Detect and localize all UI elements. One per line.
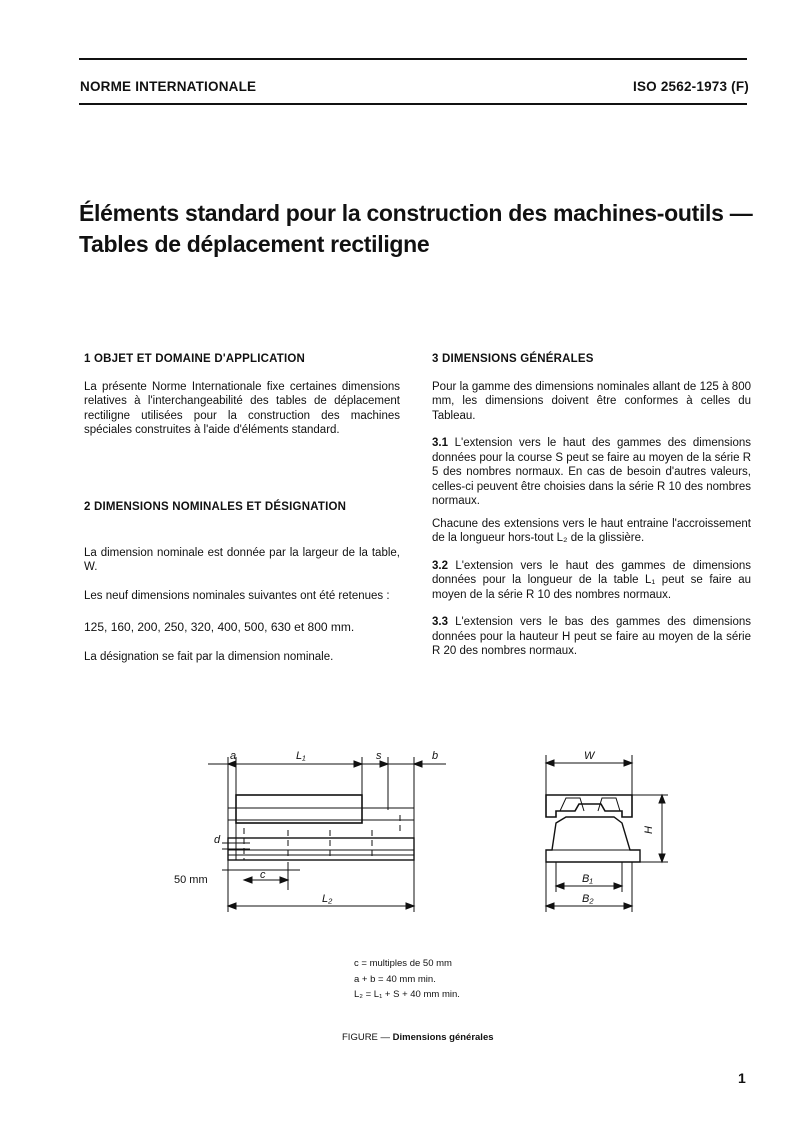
section-3-heading: 3 DIMENSIONS GÉNÉRALES [432,353,594,365]
section-2-p4: La désignation se fait par la dimension nominale. [84,650,334,663]
section-3-3-text: L'extension vers le bas des gammes des dimensions données pour la hauteur H peut se faire au moyen de la série R 20 des nombres normaux. [432,616,751,657]
label-50mm: 50 mm [174,874,208,886]
section-2-heading: 2 DIMENSIONS NOMINALES ET DÉSIGNATION [84,501,347,513]
section-3-2-number: 3.2 [432,559,448,572]
title-line-2: Tables de déplacement rectiligne [79,231,430,257]
page-number: 1 [738,1070,746,1086]
section-3-1-p2: Chacune des extensions vers le haut entraine l'accroissement de la longueur hors-tout L₂ de la glissière. [432,517,751,544]
title-line-1: Éléments standard pour la construction des machines-outils — [79,200,753,226]
section-2-p2: Les neuf dimensions nominales suivantes ont été retenues : [84,589,390,602]
label-a: a [230,750,237,762]
header-right: ISO 2562-1973 (F) [633,79,749,94]
section-3-1-number: 3.1 [432,437,448,449]
legend-line-1: c = multiples de 50 mm [354,958,452,969]
side-view-drawing [208,757,446,912]
label-w: W [584,750,595,762]
section-3-intro: Pour la gamme des dimensions nominales allant de 125 à 800 mm, les dimensions doivent être conformes à celles du Tableau. [432,380,751,422]
label-h: H [643,826,655,834]
section-3-2-text: L'extension vers le haut des gammes de dimensions données pour la longueur de la table L₁ peut se faire au moyen de la série R 10 des nombres normaux. [432,559,752,601]
label-l2: L₂ [322,893,333,905]
label-b1: B₁ [582,873,593,885]
section-1-heading: 1 OBJET ET DOMAINE D'APPLICATION [84,353,306,365]
section-3-3-number: 3.3 [432,616,448,628]
label-s: s [376,750,382,762]
label-d: d [214,834,221,846]
caption-prefix: FIGURE — [342,1032,391,1043]
figure-legend [354,956,460,1003]
figure-caption [342,1032,494,1043]
section-1-text: La présente Norme Internationale fixe certaines dimensions relatives à l'interchangeabilité des tables de déplacement rectiligne utilisées pour la construction des machines spéciales construites à l'aide d'éléments standard. [84,380,400,436]
section-2-p1: La dimension nominale est donnée par la largeur de la table, W. [84,546,400,573]
label-c: c [260,869,266,881]
header-left: NORME INTERNATIONALE [80,79,257,94]
label-b: b [432,750,439,762]
label-l1: L₁ [296,750,306,762]
legend-line-2: a + b = 40 mm min. [354,973,436,985]
section-3-1-text: L'extension vers le haut des gammes des dimensions données pour la course S peut se faire au moyen de la série R 5 des nombres normaux. En cas de besoin d'autres valeurs, celles-ci peuvent être choisies dans la série R 10 des nombres normaux. [432,437,752,507]
section-2-p3: 125, 160, 200, 250, 320, 400, 500, 630 et 800 mm. [84,620,355,634]
label-b2: B₂ [582,893,594,905]
legend-line-3: L₂ = L₁ + S + 40 mm min. [354,989,460,1000]
caption-title: Dimensions générales [392,1032,494,1043]
